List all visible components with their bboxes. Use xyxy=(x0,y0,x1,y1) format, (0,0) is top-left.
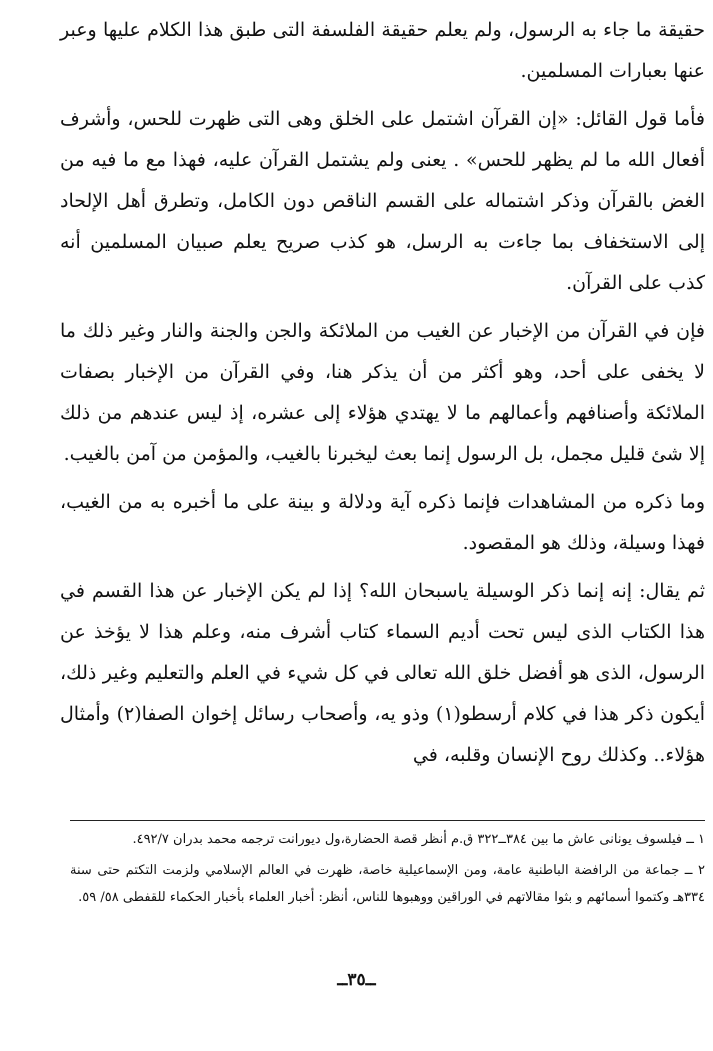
paragraph-4: وما ذكره من المشاهدات فإنما ذكره آية ودلالة و بينة على ما أخبره به من الغيب، فهذا وسيلة، وذلك هو المقصود. xyxy=(60,491,705,554)
paragraph-2: فأما قول القائل: «إن القرآن اشتمل على الخلق وهى التى ظهرت للحس، وأشرف أفعال الله ما لم يظهر للحس» . يعنى ولم يشتمل القرآن عليه، فهذا مع ما فيه من الغض بالقرآن وذكر اشتماله على القسم الناقص دون الكامل، وتطرق أهل الإلحاد إلى الاستخفاف بما جاءت به الرسل، هو كذب صريح يعلم صبيان المسلمين أنه كذب على القرآن. xyxy=(60,108,705,294)
footnotes xyxy=(70,826,705,911)
paragraph-3: فإن في القرآن من الإخبار عن الغيب من الملائكة والجن والجنة والنار وغير ذلك ما لا يخفى على أحد، وهو أكثر من أن يذكر هنا، وفي القرآن من الإخبار بصفات الملائكة وأصنافهم وأعمالهم ما لا يهتدي هؤلاء إلى عشره، إذ ليس عندهم من ذلك إلا شئ قليل مجمل، بل الرسول إنما بعث ليخبرنا بالغيب، والمؤمن من آمن بالغيب. xyxy=(60,320,705,465)
paragraph-1: حقيقة ما جاء به الرسول، ولم يعلم حقيقة الفلسفة التى طبق هذا الكلام عليها وعبر عنها بعبارات المسلمين. xyxy=(60,19,705,82)
footnote-2: ٢ ــ جماعة من الرافضة الباطنية عامة، ومن الإسماعيلية خاصة، ظهرت في العالم الإسلامي ولزمت التكتم حتى سنة ٣٣٤هـ وكتموا أسمائهم و بثوا مقالاتهم في الوراقين ووهبوها للناس، أنظر: أخبار العلماء بأخبار الحكماء للقفطى ٥٨/ ٥٩. xyxy=(70,863,705,905)
page-number: ــ٣٥ــ xyxy=(337,970,376,990)
paragraph-5: ثم يقال: إنه إنما ذكر الوسيلة ياسبحان الله؟ إذا لم يكن الإخبار عن هذا القسم في هذا الكتاب الذى ليس تحت أديم السماء كتاب أشرف منه، وعلم هذا لا يؤخذ عن الرسول، الذى هو أفضل خلق الله تعالى في كل شيء في العلم والتعليم وغير ذلك، أيكون ذكر هذا في كلام أرسطو(١) وذو يه، وأصحاب رسائل إخوان الصفا(٢) وأمثال هؤلاء.. وكذلك روح الإنسان وقلبه، في xyxy=(60,580,705,766)
footnote-1: ١ ــ فيلسوف يونانى عاش ما بين ٣٨٤ــ٣٢٢ ق.م أنظر قصة الحضارة،ول ديورانت ترجمه محمد بدران ٤٩٢/٧. xyxy=(132,832,705,847)
footnote-divider xyxy=(70,820,705,821)
main-text xyxy=(60,10,705,776)
